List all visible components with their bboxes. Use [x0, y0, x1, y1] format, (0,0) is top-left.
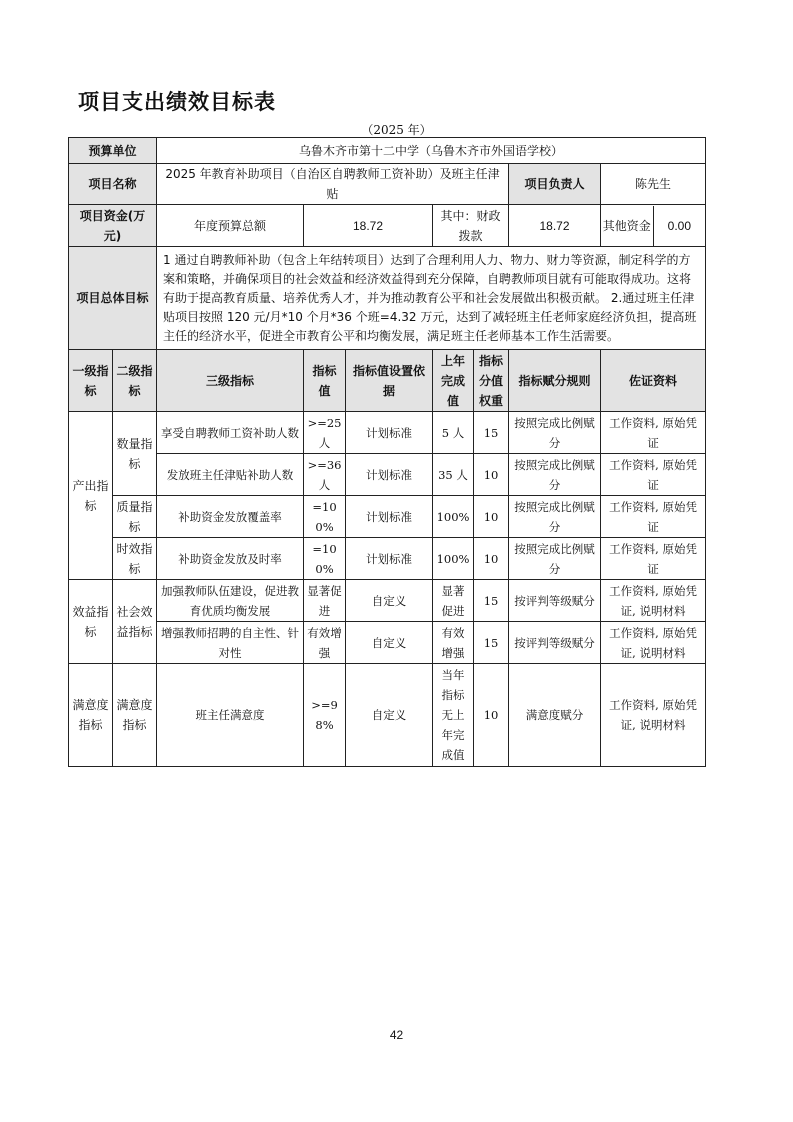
weight-cell: 15 [474, 580, 509, 622]
performance-table [68, 137, 706, 767]
evidence-cell: 工作资料, 原始凭证, 说明材料 [601, 580, 706, 622]
basis-cell: 自定义 [346, 580, 433, 622]
indicator-cell: 班主任满意度 [157, 664, 304, 767]
basis-cell: 计划标准 [346, 538, 433, 580]
header-value: 指标值 [304, 350, 346, 412]
budget-unit-label: 预算单位 [69, 138, 157, 164]
other-funds-value: 0.00 [667, 218, 692, 233]
other-value-cell [601, 205, 706, 247]
header-evidence: 佐证资料 [601, 350, 706, 412]
project-name-label: 项目名称 [69, 164, 157, 205]
evidence-cell: 工作资料, 原始凭证 [601, 496, 706, 538]
header-level2: 二级指标 [113, 350, 157, 412]
header-weight: 指标分值权重 [474, 350, 509, 412]
page-number: 42 [389, 1028, 404, 1042]
basis-cell: 计划标准 [346, 412, 433, 454]
evidence-cell: 工作资料, 原始凭证 [601, 412, 706, 454]
budget-unit-value: 乌鲁木齐市第十二中学（乌鲁木齐市外国语学校） [157, 138, 706, 164]
basis-cell: 计划标准 [346, 454, 433, 496]
project-owner-label: 项目负责人 [509, 164, 601, 205]
weight-cell: 15 [474, 412, 509, 454]
rule-cell: 满意度赋分 [509, 664, 601, 767]
subgroup-quantity: 数量指标 [113, 412, 157, 496]
header-level3: 三级指标 [157, 350, 304, 412]
group-satisfaction: 满意度指标 [69, 664, 113, 767]
last-year-cell: 显著促进 [433, 580, 474, 622]
annual-budget-value: 18.72 [304, 205, 433, 247]
basis-cell: 自定义 [346, 664, 433, 767]
project-name-value: 2025 年教育补助项目（自治区自聘教师工资补助）及班主任津贴 [157, 164, 509, 205]
last-year-cell: 100% [433, 538, 474, 580]
value-cell: =100% [304, 538, 346, 580]
last-year-cell: 有效增强 [433, 622, 474, 664]
value-cell: 显著促进 [304, 580, 346, 622]
indicator-cell: 补助资金发放覆盖率 [157, 496, 304, 538]
evidence-cell: 工作资料, 原始凭证 [601, 538, 706, 580]
weight-cell: 10 [474, 496, 509, 538]
indicator-cell: 补助资金发放及时率 [157, 538, 304, 580]
indicator-cell: 享受自聘教师工资补助人数 [157, 412, 304, 454]
header-last-year: 上年完成值 [433, 350, 474, 412]
rule-cell: 按照完成比例赋分 [509, 412, 601, 454]
value-cell: >=98% [304, 664, 346, 767]
last-year-cell: 35 人 [433, 454, 474, 496]
header-basis: 指标值设置依据 [346, 350, 433, 412]
last-year-cell: 当年指标无上年完成值 [433, 664, 474, 767]
weight-cell: 10 [474, 664, 509, 767]
year-label: （2025 年） [361, 123, 432, 137]
rule-cell: 按照完成比例赋分 [509, 538, 601, 580]
value-cell: >=25人 [304, 412, 346, 454]
project-owner-value: 陈先生 [601, 164, 706, 205]
group-benefit: 效益指标 [69, 580, 113, 664]
other-funds-label: 其他资金 [601, 206, 654, 246]
weight-cell: 15 [474, 622, 509, 664]
fiscal-value: 18.72 [509, 205, 601, 247]
funds-label: 项目资金(万元) [69, 205, 157, 247]
overall-goal-text: 1 通过自聘教师补助（包含上年结转项目）达到了合理利用人力、物力、财力等资源，制定科学的方案和策略，并确保项目的社会效益和经济效益得到充分保障，自聘教师项目就有可能取得成功。这将有助于提高教育质量、培养优秀人才，并为推动教育公平和社会发展做出积极贡献。 2.通过班主任津贴项目按照 120 元/月*10 个月*36 个班=4.32 万元，达到了减轻班主任老师家庭经济负担，提高班主任的经济水平，促进全市教育公平和均衡发展，满足班主任老师基本工作生活需要。 [157, 247, 706, 350]
value-cell: 有效增强 [304, 622, 346, 664]
indicator-cell: 发放班主任津贴补助人数 [157, 454, 304, 496]
header-rule: 指标赋分规则 [509, 350, 601, 412]
evidence-cell: 工作资料, 原始凭证 [601, 454, 706, 496]
last-year-cell: 5 人 [433, 412, 474, 454]
value-cell: =100% [304, 496, 346, 538]
subgroup-quality: 质量指标 [113, 496, 157, 538]
subgroup-satisfaction: 满意度指标 [113, 664, 157, 767]
last-year-cell: 100% [433, 496, 474, 538]
weight-cell: 10 [474, 454, 509, 496]
indicator-cell: 加强教师队伍建设，促进教育优质均衡发展 [157, 580, 304, 622]
page-title: 项目支出绩效目标表 [78, 90, 276, 114]
indicator-cell: 增强教师招聘的自主性、针对性 [157, 622, 304, 664]
rule-cell: 按评判等级赋分 [509, 580, 601, 622]
annual-budget-label: 年度预算总额 [157, 205, 304, 247]
value-cell: >=36人 [304, 454, 346, 496]
evidence-cell: 工作资料, 原始凭证, 说明材料 [601, 622, 706, 664]
subgroup-timeliness: 时效指标 [113, 538, 157, 580]
rule-cell: 按评判等级赋分 [509, 622, 601, 664]
evidence-cell: 工作资料, 原始凭证, 说明材料 [601, 664, 706, 767]
header-level1: 一级指标 [69, 350, 113, 412]
basis-cell: 自定义 [346, 622, 433, 664]
basis-cell: 计划标准 [346, 496, 433, 538]
group-output: 产出指标 [69, 412, 113, 580]
weight-cell: 10 [474, 538, 509, 580]
overall-goal-label: 项目总体目标 [69, 247, 157, 350]
subgroup-social: 社会效益指标 [113, 580, 157, 664]
fiscal-label: 其中：财政拨款 [433, 205, 509, 247]
rule-cell: 按照完成比例赋分 [509, 496, 601, 538]
rule-cell: 按照完成比例赋分 [509, 454, 601, 496]
